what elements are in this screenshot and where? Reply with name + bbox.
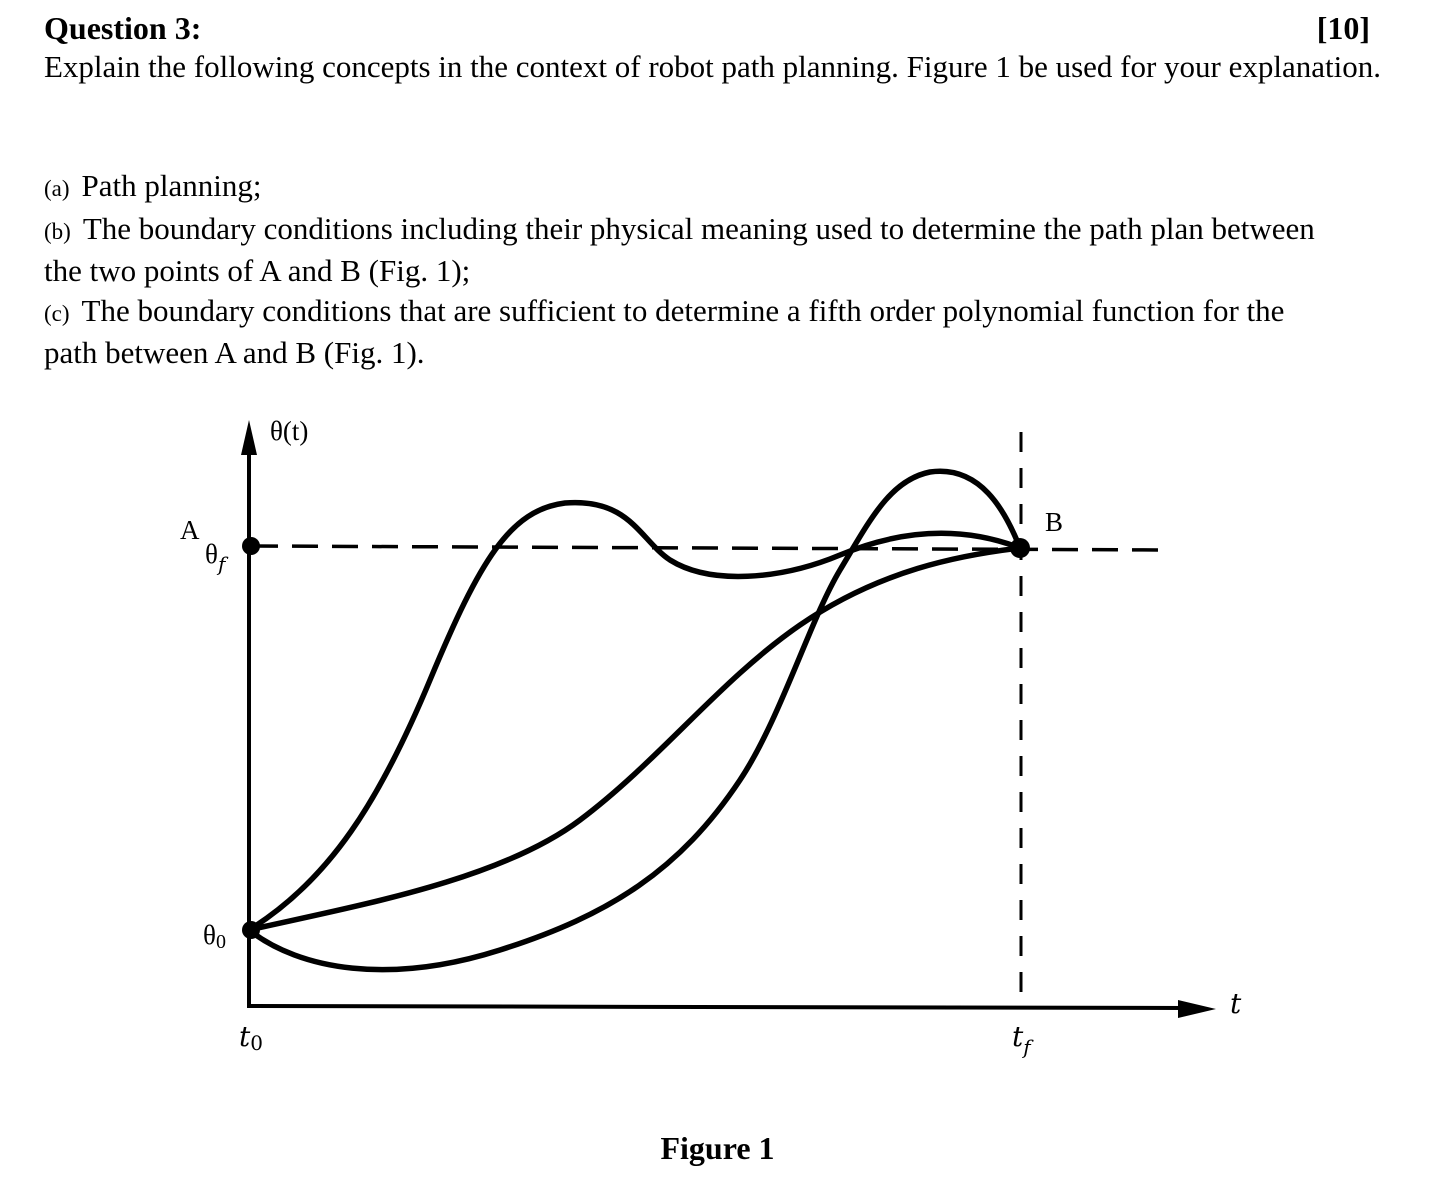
trajectory-curve-overshoot	[249, 503, 1020, 930]
y-axis-label: θ(t)	[270, 416, 309, 446]
figure-caption	[0, 1128, 1441, 1168]
t-f-subscript: f	[1023, 1035, 1031, 1059]
part-c-label: (c)	[44, 300, 70, 326]
point-b-label: B	[1045, 507, 1064, 537]
part-a-label: (a)	[44, 176, 70, 201]
question-marks: [10]	[1316, 10, 1370, 46]
theta-0-label	[203, 920, 226, 953]
theta-f-start-point	[242, 537, 260, 555]
part-c-text: The boundary conditions that are sufficient to determine a fifth order polynomial function for the path between A and B (Fig. 1).	[44, 292, 1285, 370]
x-axis-label: t	[1230, 987, 1242, 1020]
point-b-endpoint	[1010, 538, 1030, 558]
part-a	[44, 166, 1344, 209]
part-b-text: The boundary conditions including their physical meaning used to determine the path plan between the two points of A and B (Fig. 1);	[44, 210, 1315, 288]
x-axis	[247, 1006, 1185, 1008]
theta-0-symbol: θ	[203, 920, 216, 950]
theta-f-label	[205, 539, 229, 576]
y-axis-arrowhead	[241, 420, 257, 455]
t-f-label	[1012, 1020, 1034, 1059]
question-header	[44, 8, 1370, 48]
question-parts	[44, 166, 1344, 373]
question-intro: Explain the following concepts in the context of robot path planning. Figure 1 be used for your explanation.	[44, 49, 1381, 84]
part-b-label: (b)	[44, 218, 71, 244]
theta-0-subscript: 0	[215, 931, 226, 953]
trajectory-curves	[249, 471, 1020, 969]
part-c	[44, 291, 1344, 373]
figure-caption-text: Figure 1	[660, 1130, 775, 1166]
theta-f-dashed-line	[252, 546, 1170, 550]
t-f-symbol: t	[1012, 1020, 1024, 1053]
theta-f-subscript: f	[217, 552, 226, 576]
x-axis-arrowhead	[1178, 1000, 1216, 1018]
question-title: Question 3:	[44, 10, 202, 46]
part-b	[44, 209, 1344, 291]
point-a-label: A	[180, 515, 200, 545]
theta-f-symbol: θ	[205, 539, 218, 569]
theta-0-start-point	[242, 921, 260, 939]
t-0-label	[239, 1020, 263, 1055]
t-0-symbol: t	[239, 1020, 251, 1053]
t-0-subscript: 0	[250, 1031, 263, 1055]
trajectory-curve-undershoot	[249, 471, 1020, 969]
part-a-text: Path planning;	[81, 168, 262, 203]
trajectory-curve-smooth	[249, 548, 1020, 930]
